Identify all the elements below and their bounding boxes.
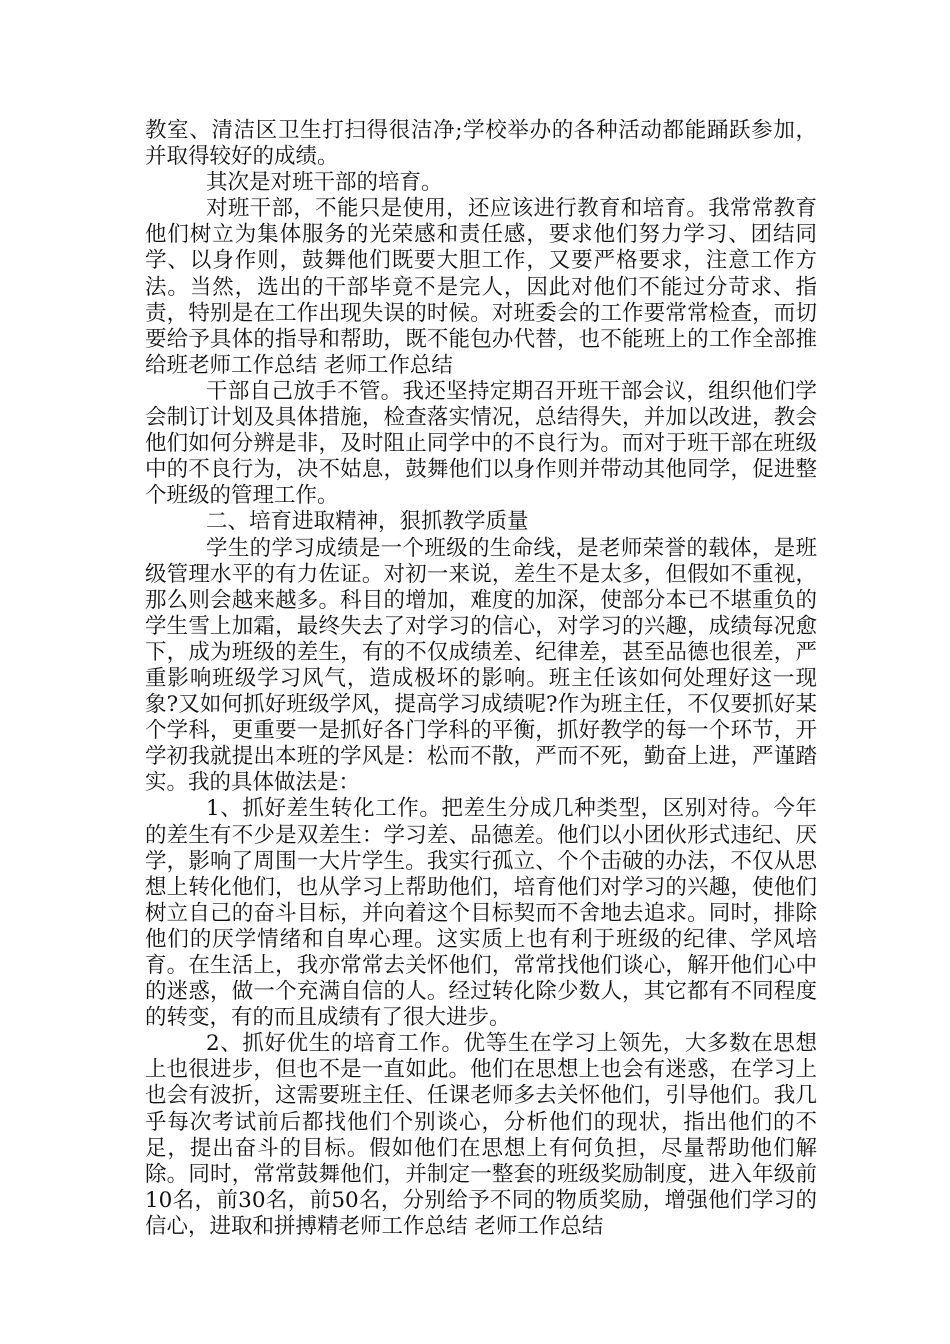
section-heading: 二、培育进取精神，狠抓教学质量 <box>206 509 529 535</box>
paragraph: 1、抓好差生转化工作。把差生分成几种类型，区别对待。今年的差生有不少是双差生：学习差、品德差。他们以小团伙形式违纪、厌学，影响了周围一大片学生。我实行孤立、个个击破的办法，不仅从思想上转化他们，也从学习上帮助他们，培育他们对学习的兴趣，使他们树立自己的奋斗目标，并向着这个目标契而不舍地去追求。同时，排除他们的厌学情绪和自卑心理。这实质上也有利于班级的纪律、学风培育。在生活上，我亦常常去关怀他们，常常找他们谈心，解开他们心中的迷惑，做一个充满自信的人。经过转化除少数人，其它都有不同程度的转变，有的而且成绩有了很大进步。 <box>145 796 817 1031</box>
paragraph: 教室、清洁区卫生打扫得很洁净;学校举办的各种活动都能踊跃参加，并取得较好的成绩。 <box>145 118 817 170</box>
paragraph: 2、抓好优生的培育工作。优等生在学习上领先，大多数在思想上也很进步，但也不是一直如此。他们在思想上也会有迷惑，在学习上也会有波折，这需要班主任、任课老师多去关怀他们，引导他们。我几乎每次考试前后都找他们个别谈心，分析他们的现状，指出他们的不足，提出奋斗的目标。假如他们在思想上有何负担，尽量帮助他们解除。同时，常常鼓舞他们，并制定一整套的班级奖励制度，进入年级前10名，前30名，前50名，分别给予不同的物质奖励，增强他们学习的信心，进取和拼搏精老师工作总结 老师工作总结 <box>145 1031 817 1239</box>
paragraph: 对班干部，不能只是使用，还应该进行教育和培育。我常常教育他们树立为集体服务的光荣感和责任感，要求他们努力学习、团结同学、以身作则，鼓舞他们既要大胆工作，又要严格要求，注意工作方法。当然，选出的干部毕竟不是完人，因此对他们不能过分苛求、指责，特别是在工作出现失误的时候。对班委会的工作要常常检查，而切要给予具体的指导和帮助，既不能包办代替，也不能班上的工作全部推给班老师工作总结 老师工作总结 <box>145 196 817 378</box>
paragraph: 其次是对班干部的培育。 <box>206 170 443 196</box>
paragraph: 学生的学习成绩是一个班级的生命线，是老师荣誉的载体，是班级管理水平的有力佐证。对初一来说，差生不是太多，但假如不重视，那么则会越来越多。科目的增加，难度的加深，使部分本已不堪重负的学生雪上加霜，最终失去了对学习的信心，对学习的兴趣，成绩每况愈下，成为班级的差生，有的不仅成绩差、纪律差，甚至品德也很差，严重影响班级学习风气，造成极坏的影响。班主任该如何处理好这一现象?又如何抓好班级学风，提高学习成绩呢?作为班主任，不仅要抓好某个学科，更重要一是抓好各门学科的平衡，抓好教学的每一个环节，开学初我就提出本班的学风是：松而不散，严而不死，勤奋上进，严谨踏实。我的具体做法是： <box>145 535 817 796</box>
paragraph: 干部自己放手不管。我还坚持定期召开班干部会议，组织他们学会制订计划及具体措施，检查落实情况，总结得失，并加以改进，教会他们如何分辨是非，及时阻止同学中的不良行为。而对于班干部在班级中的不良行为，决不姑息，鼓舞他们以身作则并带动其他同学，促进整个班级的管理工作。 <box>145 378 817 509</box>
document-body <box>145 118 817 1240</box>
